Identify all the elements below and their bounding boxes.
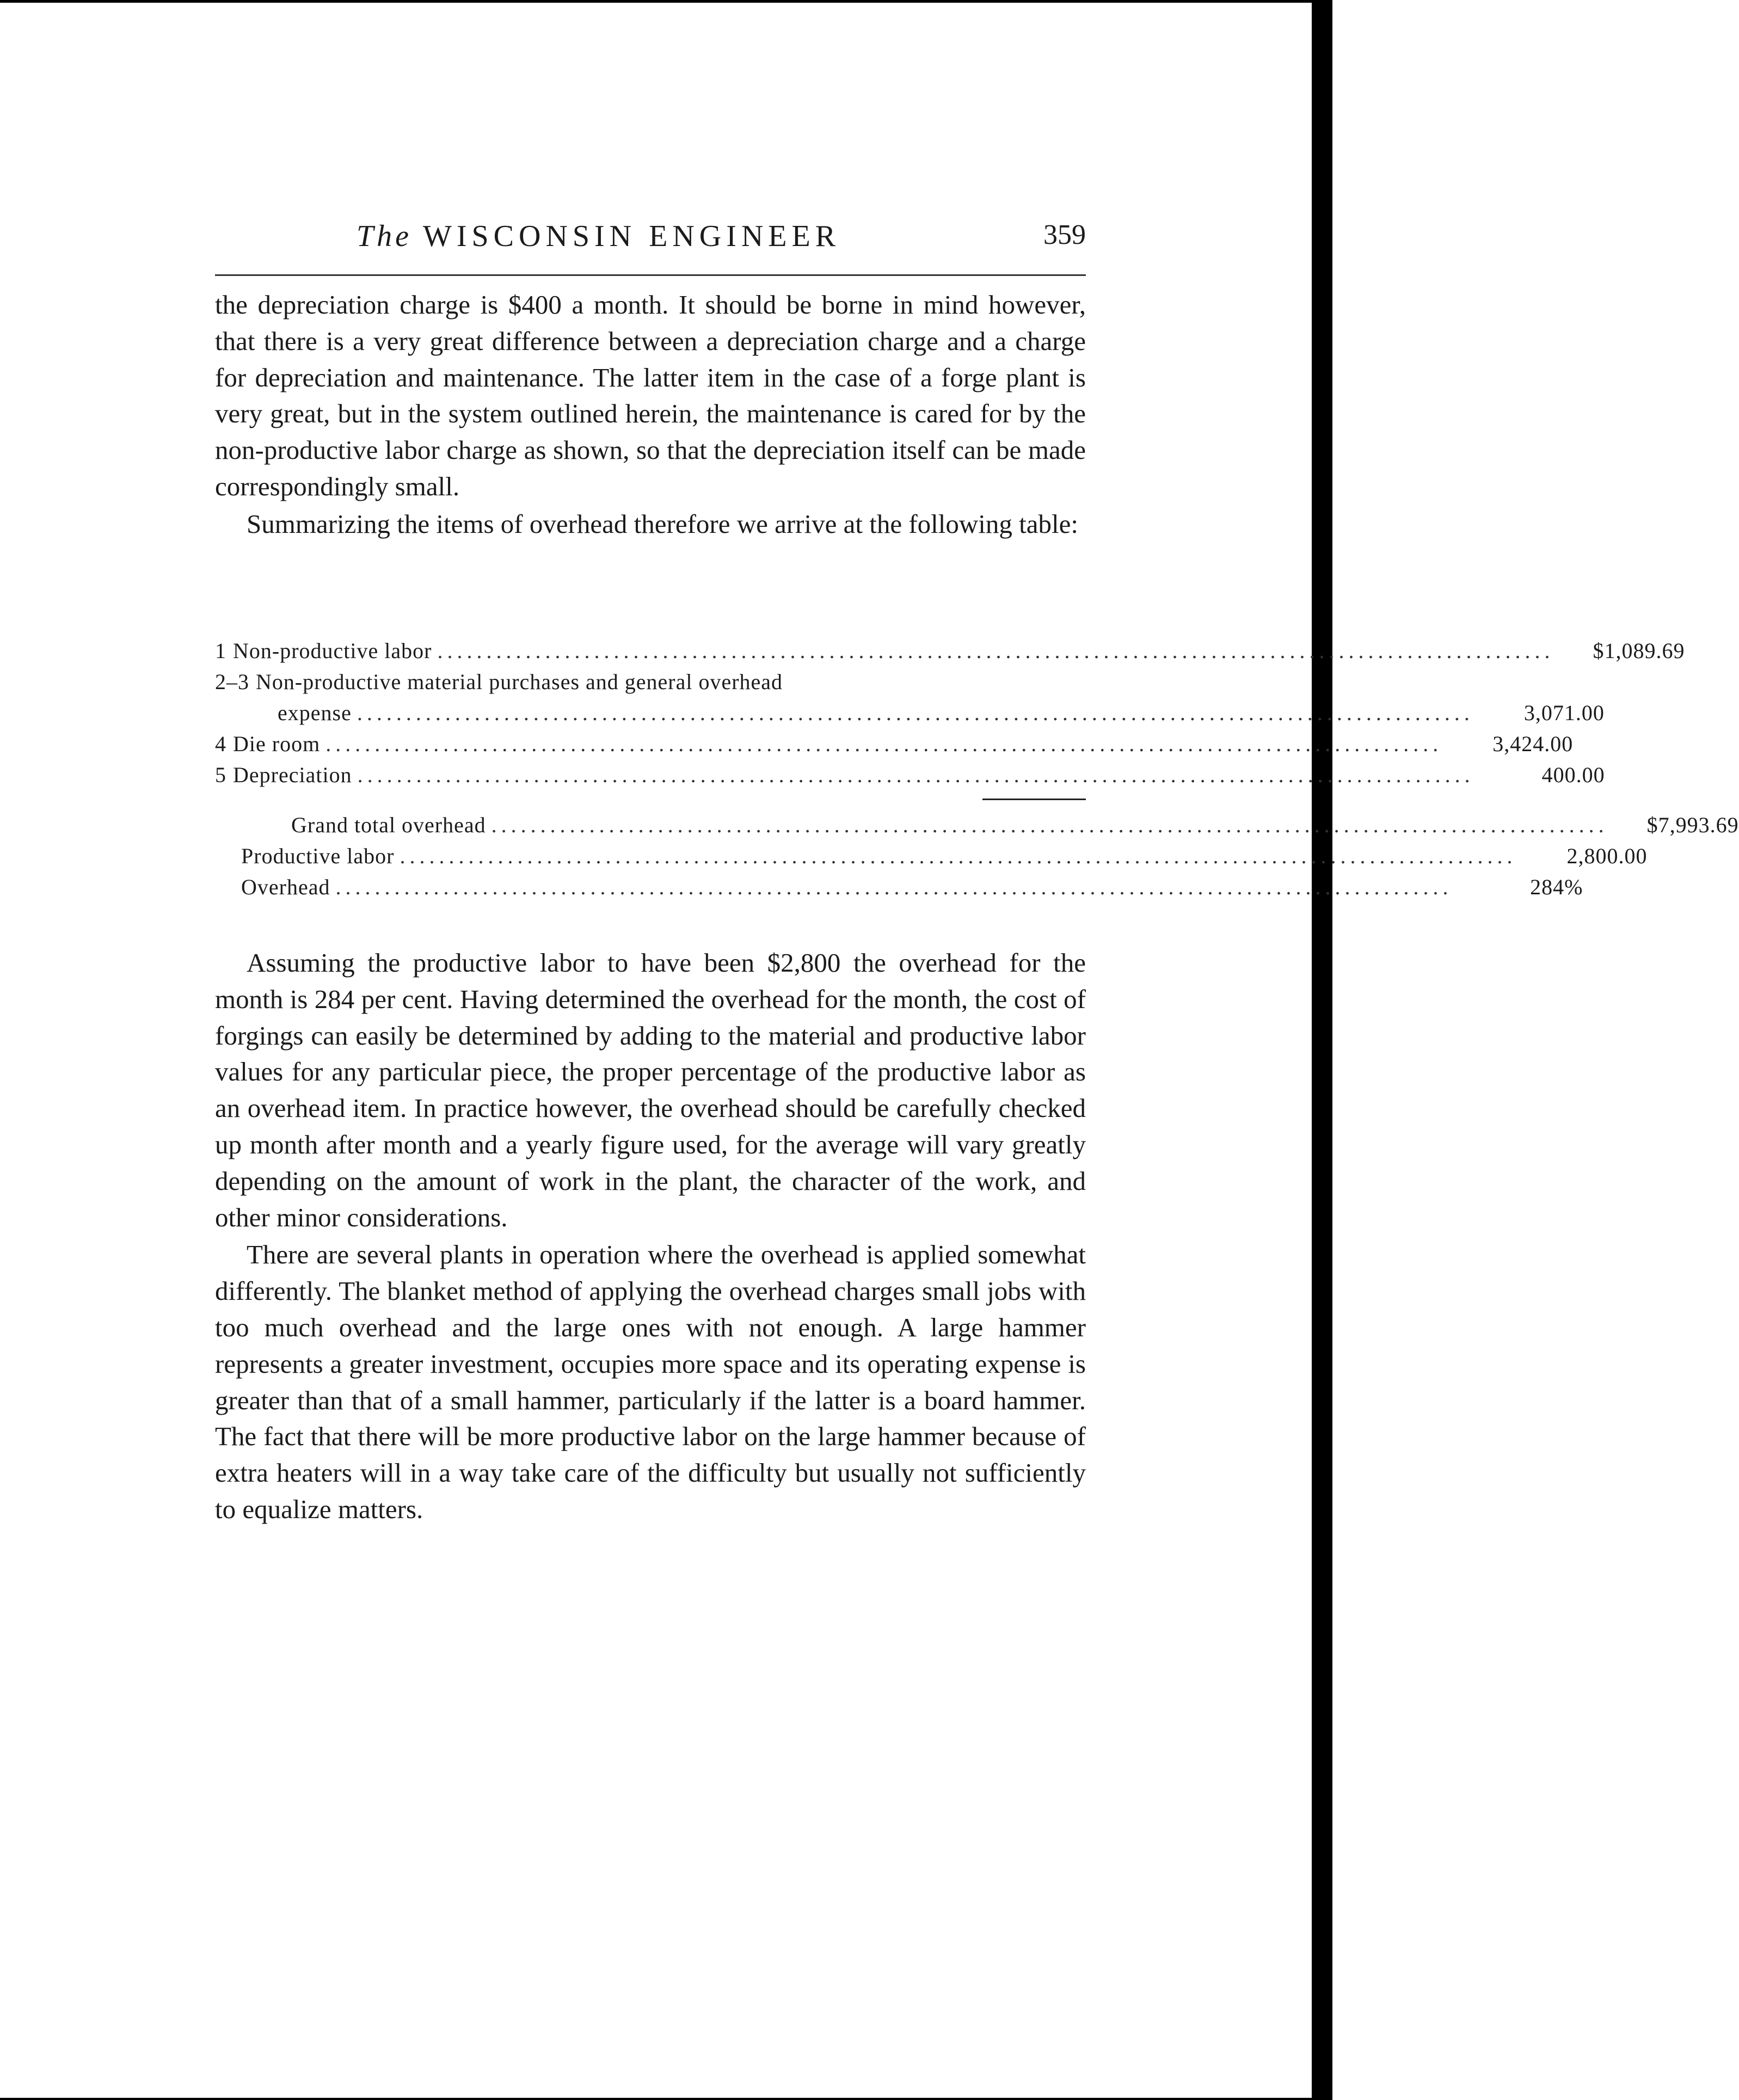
paragraph-several-plants: There are several plants in operation where the overhead is applied somewhat differently. The blanket method of applying the overhead charges small jobs with too much overhead and the large ones with not enough. A large hammer represents a greater investment, occupies more space and its operating expense is greater than that of a small hammer, particularly if the latter is a board hammer. The fact that there will be more productive labor on the large hammer because of extra heaters will in a way take care of the difficulty but usually not sufficiently to equalize matters. <box>215 1239 1086 1524</box>
row-value: $1,089.69 <box>1593 638 1685 663</box>
row-label: Die room <box>233 732 321 756</box>
journal-title <box>357 219 840 254</box>
page-number: 359 <box>1043 219 1086 250</box>
overhead-table <box>215 638 1739 905</box>
leader-dots: .................................................................................................................. <box>491 813 1608 837</box>
row-value: 3,071.00 <box>1523 701 1605 725</box>
text-block-top <box>215 287 1086 543</box>
productive-labor-row <box>215 843 1648 874</box>
leader-dots: .................................................................................................................. <box>437 638 1554 663</box>
row-value: 3,424.00 <box>1492 732 1574 756</box>
scan-border-bottom <box>0 2098 1332 2100</box>
row-label: Depreciation <box>233 763 352 787</box>
leader-dots: .................................................................................................................. <box>357 763 1474 787</box>
leader-dots: .................................................................................................................. <box>357 701 1474 725</box>
leader-dots: .................................................................................................................. <box>325 732 1443 756</box>
row-number: 5 <box>215 763 226 787</box>
leader-dots: .................................................................................................................. <box>335 875 1453 899</box>
paragraph-depreciation: the depreciation charge is $400 a month. It should be borne in mind however, that there is a very great difference between a depreciation charge and a charge for depreciation and maintenance. The latter item in the case of a forge plant is very great, but in the system outlined herein, the maintenance is cared for by the non-productive labor charge as shown, so that the depreciation itself can be made correspondingly small. <box>215 290 1086 501</box>
table-row <box>215 731 1574 762</box>
row-number: 2–3 <box>215 670 249 694</box>
row-label: Non-productive labor <box>233 638 432 663</box>
leader-dots: .................................................................................................................. <box>400 844 1517 868</box>
journal-title-name: WISCONSIN ENGINEER <box>423 219 841 253</box>
header-rule <box>215 274 1086 276</box>
overhead-percent-label: Overhead <box>241 875 330 899</box>
grand-total-label: Grand total overhead <box>291 813 486 837</box>
table-row <box>215 638 1685 669</box>
row-label-continuation: expense <box>278 701 352 725</box>
paragraph-assuming: Assuming the productive labor to have been $2,800 the overhead for the month is 284 per cent. Having determined the overhead for the month, the cost of forgings can easily be determined by adding to the material and productive labor values for any particular piece, the proper percentage of the productive labor as an overhead item. In practice however, the overhead should be carefully checked up month after month and a yearly figure used, for the average will vary greatly depending on the amount of work in the plant, the character of the work, and other minor considerations. <box>215 948 1086 1232</box>
grand-total-value: $7,993.69 <box>1646 813 1739 837</box>
running-header <box>215 217 1086 260</box>
table-row <box>215 669 1086 700</box>
total-rule <box>982 799 1086 800</box>
scan-border-right <box>1312 0 1332 2100</box>
row-number: 1 <box>215 638 226 663</box>
paragraph-summary-intro: Summarizing the items of overhead therefore we arrive at the following table: <box>247 508 1078 539</box>
productive-labor-value: 2,800.00 <box>1566 844 1648 868</box>
text-block-bottom <box>215 945 1086 1528</box>
table-row-continuation <box>215 700 1605 731</box>
overhead-percent-row <box>215 874 1583 905</box>
overhead-percent-value: 284% <box>1530 875 1583 899</box>
productive-labor-label: Productive labor <box>241 844 395 868</box>
journal-title-article: The <box>357 219 412 253</box>
row-label: Non-productive material purchases and general overhead <box>256 670 783 694</box>
grand-total-row <box>215 812 1739 843</box>
row-number: 4 <box>215 732 226 756</box>
scan-border-top <box>0 0 1332 3</box>
row-value: 400.00 <box>1541 763 1605 787</box>
table-row <box>215 762 1605 793</box>
